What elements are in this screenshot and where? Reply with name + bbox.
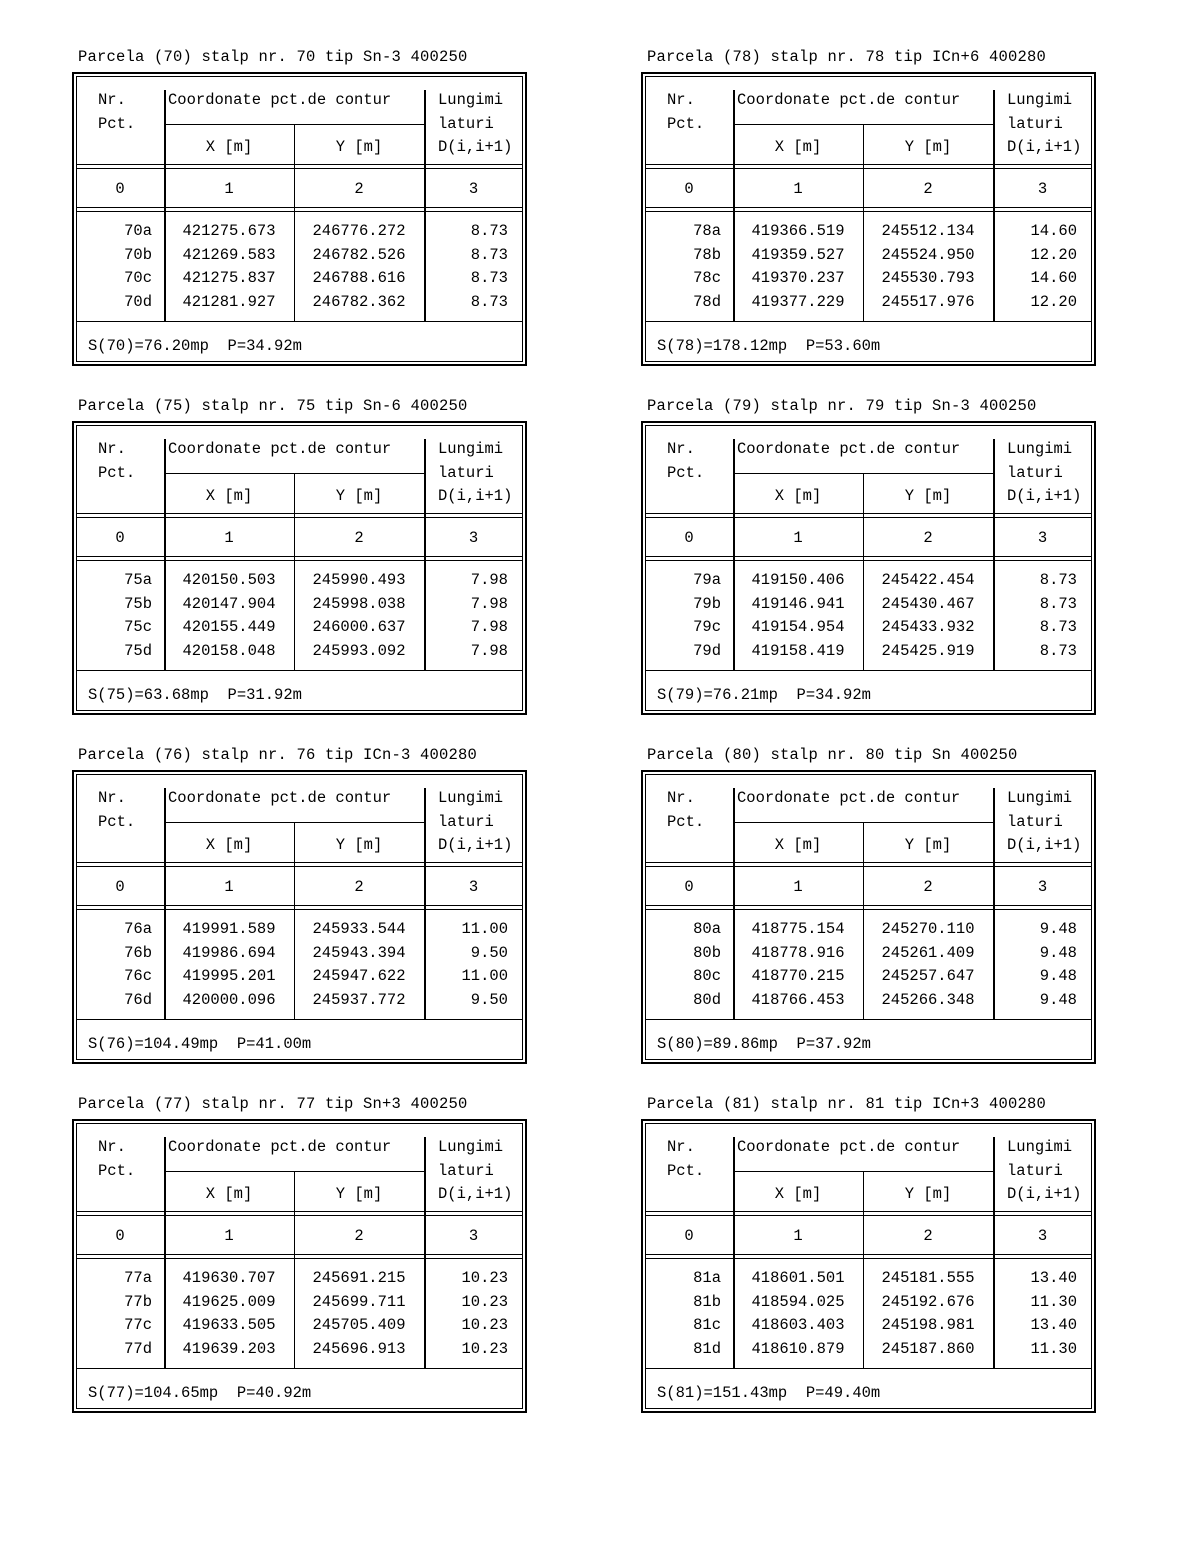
colnum-bottom-rule-b [645,909,1092,910]
point-id: 79c [693,618,721,636]
parcel-title: Parcela (81) stalp nr. 81 tip ICn+3 400280 [647,1095,1047,1113]
coord-x: 420155.449 [182,618,276,636]
colnum-0: 0 [684,529,694,547]
colnum-bottom-rule-b [76,211,523,212]
side-length: 9.48 [1039,920,1077,938]
header-laturi: laturi [438,115,494,133]
colnum-bottom-rule-a [645,1254,1092,1255]
table-frame [72,770,527,1064]
header-pct: Pct. [667,1162,705,1180]
header-y: Y [m] [904,487,952,505]
point-id: 79a [693,571,721,589]
colnum-2: 2 [923,529,933,547]
colnum-0: 0 [115,180,125,198]
coord-y: 245187.860 [881,1340,975,1358]
coord-y: 245993.092 [312,642,406,660]
point-id: 80a [693,920,721,938]
coord-x: 419154.954 [751,618,845,636]
header-distance: D(i,i+1) [438,1185,513,1203]
body-bottom-rule [645,321,1092,322]
coord-x: 421269.583 [182,246,276,264]
point-id: 77a [124,1269,152,1287]
header-distance: D(i,i+1) [1007,836,1082,854]
header-laturi: laturi [1007,115,1063,133]
header-pct: Pct. [667,464,705,482]
side-length: 13.40 [1030,1269,1077,1287]
header-y: Y [m] [335,1185,383,1203]
colnum-bottom-rule-b [76,909,523,910]
coord-y: 245430.467 [881,595,975,613]
coord-x: 420147.904 [182,595,276,613]
coord-y: 245998.038 [312,595,406,613]
colnum-bottom-rule-b [645,560,1092,561]
header-coord: Coordonate pct.de contur [168,91,392,109]
coord-x: 419639.203 [182,1340,276,1358]
colnum-3: 3 [468,529,479,547]
header-y: Y [m] [904,1185,952,1203]
coord-x: 418594.025 [751,1293,845,1311]
colnum-1: 1 [793,180,803,198]
colnum-0: 0 [115,529,125,547]
side-length: 8.73 [470,269,508,287]
coord-y: 245192.676 [881,1293,975,1311]
side-length: 7.98 [470,595,508,613]
header-coord: Coordonate pct.de contur [168,789,392,807]
body-bottom-rule [645,670,1092,671]
body-bottom-rule [76,1368,523,1369]
header-nr: Nr. [98,789,126,807]
colnum-2: 2 [354,180,364,198]
header-distance: D(i,i+1) [1007,487,1082,505]
header-lungimi: Lungimi [438,440,504,458]
coord-x: 421281.927 [182,293,276,311]
header-laturi: laturi [438,1162,494,1180]
side-length: 9.48 [1039,967,1077,985]
coord-y: 245947.622 [312,967,406,985]
coord-y: 246788.616 [312,269,406,287]
colnum-2: 2 [354,878,364,896]
colnum-0: 0 [684,1227,694,1245]
colnum-0: 0 [684,180,694,198]
colnum-bottom-rule-a [76,905,523,906]
header-pct: Pct. [667,813,705,831]
header-laturi: laturi [1007,1162,1063,1180]
colnum-1: 1 [224,1227,234,1245]
header-y: Y [m] [904,836,952,854]
header-y: Y [m] [904,138,952,156]
body-bottom-rule [76,321,523,322]
header-lungimi: Lungimi [438,789,504,807]
side-length: 8.73 [1039,642,1077,660]
colnum-bottom-rule-b [76,1258,523,1259]
side-length: 10.23 [461,1293,508,1311]
colnum-bottom-rule-b [76,560,523,561]
point-id: 75a [124,571,152,589]
colnum-1: 1 [224,529,234,547]
table-frame [641,421,1096,715]
point-id: 70a [124,222,152,240]
coord-y: 246000.637 [312,618,406,636]
parcel-title: Parcela (70) stalp nr. 70 tip Sn-3 400250 [78,48,468,66]
coord-y: 245699.711 [312,1293,406,1311]
side-length: 7.98 [470,571,508,589]
colnum-0: 0 [115,1227,125,1245]
coord-y: 245257.647 [881,967,975,985]
header-laturi: laturi [438,813,494,831]
header-distance: D(i,i+1) [1007,138,1082,156]
side-length: 10.23 [461,1269,508,1287]
table-frame [641,1119,1096,1413]
side-length: 14.60 [1030,269,1077,287]
header-distance: D(i,i+1) [438,487,513,505]
header-x: X [m] [205,138,253,156]
header-y: Y [m] [335,836,383,854]
colnum-bottom-rule-a [76,207,523,208]
colnum-1: 1 [793,878,803,896]
header-bottom-rule-b [76,1215,523,1216]
coord-y: 245990.493 [312,571,406,589]
side-length: 11.30 [1030,1340,1077,1358]
header-bottom-rule-b [645,866,1092,867]
header-nr: Nr. [98,91,126,109]
colnum-3: 3 [1037,878,1048,896]
parcel-title: Parcela (78) stalp nr. 78 tip ICn+6 400280 [647,48,1047,66]
point-id: 81d [693,1340,721,1358]
point-id: 77d [124,1340,152,1358]
point-id: 70d [124,293,152,311]
coord-y: 245517.976 [881,293,975,311]
point-id: 76b [124,944,152,962]
coord-x: 419630.707 [182,1269,276,1287]
side-length: 8.73 [1039,595,1077,613]
point-id: 76d [124,991,152,1009]
header-laturi: laturi [1007,813,1063,831]
body-bottom-rule [645,1368,1092,1369]
header-coord: Coordonate pct.de contur [737,1138,961,1156]
coord-x: 418610.879 [751,1340,845,1358]
parcel-title: Parcela (75) stalp nr. 75 tip Sn-6 400250 [78,397,468,415]
side-length: 8.73 [470,246,508,264]
point-id: 80b [693,944,721,962]
coord-x: 420150.503 [182,571,276,589]
parcel-title: Parcela (80) stalp nr. 80 tip Sn 400250 [647,746,1018,764]
point-id: 78a [693,222,721,240]
coord-x: 419633.505 [182,1316,276,1334]
side-length: 7.98 [470,642,508,660]
colnum-1: 1 [793,1227,803,1245]
coord-y: 245266.348 [881,991,975,1009]
coord-y: 245933.544 [312,920,406,938]
coord-x: 419625.009 [182,1293,276,1311]
header-x: X [m] [774,487,822,505]
table-frame [72,1119,527,1413]
coord-x: 419150.406 [751,571,845,589]
coord-y: 245181.555 [881,1269,975,1287]
point-id: 79b [693,595,721,613]
side-length: 9.48 [1039,991,1077,1009]
side-length: 11.30 [1030,1293,1077,1311]
parcel-summary: S(78)=178.12mp P=53.60m [657,337,881,355]
coord-x: 418766.453 [751,991,845,1009]
header-bottom-rule-b [76,168,523,169]
header-lungimi: Lungimi [1007,440,1073,458]
colnum-bottom-rule-a [76,1254,523,1255]
coord-y: 245512.134 [881,222,975,240]
colnum-0: 0 [684,878,694,896]
colnum-1: 1 [224,180,234,198]
colnum-2: 2 [923,180,933,198]
colnum-3: 3 [468,180,479,198]
colnum-2: 2 [923,878,933,896]
header-nr: Nr. [98,1138,126,1156]
coord-x: 419986.694 [182,944,276,962]
coord-x: 421275.837 [182,269,276,287]
coord-x: 419995.201 [182,967,276,985]
coord-x: 419370.237 [751,269,845,287]
coord-x: 420158.048 [182,642,276,660]
colnum-bottom-rule-a [645,905,1092,906]
side-length: 11.00 [461,967,508,985]
header-distance: D(i,i+1) [1007,1185,1082,1203]
colnum-3: 3 [1037,180,1048,198]
table-frame [641,770,1096,1064]
header-y: Y [m] [335,138,383,156]
header-lungimi: Lungimi [438,91,504,109]
header-bottom-rule-b [76,517,523,518]
header-pct: Pct. [98,813,136,831]
coord-x: 419377.229 [751,293,845,311]
side-length: 13.40 [1030,1316,1077,1334]
coord-x: 421275.673 [182,222,276,240]
side-length: 12.20 [1030,246,1077,264]
coord-x: 418603.403 [751,1316,845,1334]
coord-x: 419991.589 [182,920,276,938]
point-id: 76a [124,920,152,938]
header-lungimi: Lungimi [1007,789,1073,807]
header-bottom-rule-b [645,1215,1092,1216]
header-bottom-rule-b [645,517,1092,518]
coord-x: 419146.941 [751,595,845,613]
point-id: 70b [124,246,152,264]
point-id: 77b [124,1293,152,1311]
colnum-bottom-rule-a [645,207,1092,208]
point-id: 75d [124,642,152,660]
header-pct: Pct. [98,1162,136,1180]
point-id: 77c [124,1316,152,1334]
header-bottom-rule-a [76,164,523,165]
parcel-summary: S(80)=89.86mp P=37.92m [657,1035,871,1053]
colnum-2: 2 [354,1227,364,1245]
header-pct: Pct. [667,115,705,133]
header-pct: Pct. [98,464,136,482]
coord-y: 245270.110 [881,920,975,938]
coord-y: 245691.215 [312,1269,406,1287]
parcel-summary: S(81)=151.43mp P=49.40m [657,1384,881,1402]
header-x: X [m] [205,836,253,854]
side-length: 7.98 [470,618,508,636]
coord-x: 418770.215 [751,967,845,985]
coord-x: 419158.419 [751,642,845,660]
coord-y: 245433.932 [881,618,975,636]
coord-y: 245425.919 [881,642,975,660]
header-nr: Nr. [667,440,695,458]
header-bottom-rule-a [645,164,1092,165]
coord-x: 418775.154 [751,920,845,938]
header-x: X [m] [774,138,822,156]
coord-y: 245524.950 [881,246,975,264]
colnum-bottom-rule-a [645,556,1092,557]
point-id: 81b [693,1293,721,1311]
coord-y: 246776.272 [312,222,406,240]
coord-x: 419359.527 [751,246,845,264]
side-length: 8.73 [1039,618,1077,636]
side-length: 9.50 [470,944,508,962]
parcel-summary: S(76)=104.49mp P=41.00m [88,1035,312,1053]
header-bottom-rule-a [645,1211,1092,1212]
point-id: 79d [693,642,721,660]
side-length: 11.00 [461,920,508,938]
table-frame [72,421,527,715]
colnum-1: 1 [224,878,234,896]
parcel-title: Parcela (76) stalp nr. 76 tip ICn-3 400280 [78,746,478,764]
coord-y: 246782.526 [312,246,406,264]
colnum-0: 0 [115,878,125,896]
header-lungimi: Lungimi [438,1138,504,1156]
parcel-summary: S(79)=76.21mp P=34.92m [657,686,871,704]
header-x: X [m] [205,487,253,505]
coord-x: 418778.916 [751,944,845,962]
header-bottom-rule-b [645,168,1092,169]
coord-y: 245261.409 [881,944,975,962]
colnum-3: 3 [468,878,479,896]
colnum-2: 2 [354,529,364,547]
side-length: 12.20 [1030,293,1077,311]
point-id: 81a [693,1269,721,1287]
colnum-bottom-rule-b [645,211,1092,212]
header-nr: Nr. [667,789,695,807]
parcel-summary: S(75)=63.68mp P=31.92m [88,686,302,704]
header-coord: Coordonate pct.de contur [737,440,961,458]
side-length: 9.48 [1039,944,1077,962]
header-coord: Coordonate pct.de contur [737,91,961,109]
table-frame [641,72,1096,366]
coord-y: 245705.409 [312,1316,406,1334]
point-id: 80c [693,967,721,985]
header-distance: D(i,i+1) [438,836,513,854]
side-length: 10.23 [461,1340,508,1358]
header-x: X [m] [774,836,822,854]
header-bottom-rule-a [76,513,523,514]
body-bottom-rule [76,1019,523,1020]
body-bottom-rule [76,670,523,671]
header-nr: Nr. [667,1138,695,1156]
side-length: 10.23 [461,1316,508,1334]
header-coord: Coordonate pct.de contur [168,440,392,458]
side-length: 8.73 [1039,571,1077,589]
point-id: 75b [124,595,152,613]
header-coord: Coordonate pct.de contur [168,1138,392,1156]
header-bottom-rule-a [76,1211,523,1212]
side-length: 14.60 [1030,222,1077,240]
point-id: 78c [693,269,721,287]
header-coord: Coordonate pct.de contur [737,789,961,807]
header-lungimi: Lungimi [1007,91,1073,109]
parcel-summary: S(70)=76.20mp P=34.92m [88,337,302,355]
colnum-2: 2 [923,1227,933,1245]
header-pct: Pct. [98,115,136,133]
header-y: Y [m] [335,487,383,505]
header-laturi: laturi [1007,464,1063,482]
coord-x: 420000.096 [182,991,276,1009]
header-lungimi: Lungimi [1007,1138,1073,1156]
coord-y: 245198.981 [881,1316,975,1334]
header-bottom-rule-a [645,513,1092,514]
point-id: 78b [693,246,721,264]
header-bottom-rule-a [645,862,1092,863]
header-bottom-rule-a [76,862,523,863]
colnum-3: 3 [1037,529,1048,547]
coord-y: 245530.793 [881,269,975,287]
point-id: 70c [124,269,152,287]
header-nr: Nr. [98,440,126,458]
coord-x: 418601.501 [751,1269,845,1287]
table-frame [72,72,527,366]
header-distance: D(i,i+1) [438,138,513,156]
coord-y: 245696.913 [312,1340,406,1358]
header-bottom-rule-b [76,866,523,867]
point-id: 81c [693,1316,721,1334]
side-length: 8.73 [470,293,508,311]
header-x: X [m] [774,1185,822,1203]
coord-y: 245943.394 [312,944,406,962]
point-id: 80d [693,991,721,1009]
header-laturi: laturi [438,464,494,482]
colnum-1: 1 [793,529,803,547]
coord-x: 419366.519 [751,222,845,240]
point-id: 76c [124,967,152,985]
side-length: 8.73 [470,222,508,240]
header-x: X [m] [205,1185,253,1203]
colnum-3: 3 [1037,1227,1048,1245]
colnum-3: 3 [468,1227,479,1245]
parcel-title: Parcela (77) stalp nr. 77 tip Sn+3 400250 [78,1095,468,1113]
side-length: 9.50 [470,991,508,1009]
coord-y: 245422.454 [881,571,975,589]
parcel-title: Parcela (79) stalp nr. 79 tip Sn-3 400250 [647,397,1037,415]
point-id: 78d [693,293,721,311]
colnum-bottom-rule-a [76,556,523,557]
point-id: 75c [124,618,152,636]
header-nr: Nr. [667,91,695,109]
colnum-bottom-rule-b [645,1258,1092,1259]
coord-y: 246782.362 [312,293,406,311]
body-bottom-rule [645,1019,1092,1020]
coord-y: 245937.772 [312,991,406,1009]
parcel-summary: S(77)=104.65mp P=40.92m [88,1384,312,1402]
